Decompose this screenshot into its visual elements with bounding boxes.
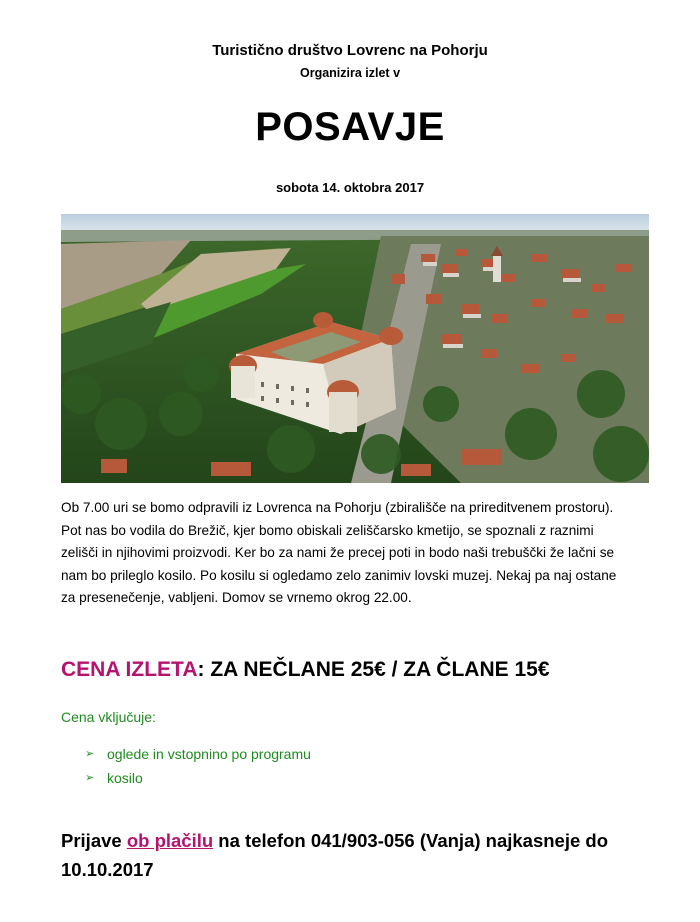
signup-deadline: 10.10.2017 (61, 859, 154, 880)
list-item (85, 742, 311, 766)
description-line: Ob 7.00 uri se bomo odpravili iz Lovrenca na Pohorju (zbirališče na prireditvenem prostoru). (61, 500, 614, 515)
description-line: nam bo prileglo kosilo. Po kosilu si ogledamo zelo zanimiv lovski muzej. Nekaj pa naj ostane (61, 567, 617, 583)
list-item (85, 766, 311, 790)
description-line: zelišči in njihovimi proizvodi. Ker bo za nami že precej poti in bodo naši trebuščki že lačni se (61, 545, 615, 560)
organizes-line: Organizira izlet v (299, 66, 401, 80)
includes-heading: Cena vključuje: (61, 709, 156, 725)
signup-info (61, 826, 661, 884)
aerial-photo-castle-town (61, 214, 649, 483)
organization-name: Turistično društvo Lovrenc na Pohorju (212, 42, 488, 59)
trip-price (61, 658, 550, 682)
price-text: ZA NEČLANE 25€ / ZA ČLANE 15€ (210, 658, 550, 681)
price-label: CENA IZLETA (61, 658, 198, 681)
list-item-text: kosilo (107, 770, 143, 786)
description-line: Pot nas bo vodila do Brežič, kjer bomo obiskali zeliščarsko kmetijo, se spoznali z raznimi (61, 522, 594, 538)
arrow-bullet-icon: ➢ (85, 772, 95, 784)
page-title: POSAVJE (255, 105, 445, 149)
list-item-text: oglede in vstopnino po programu (107, 746, 311, 762)
signup-prefix: Prijave (61, 830, 127, 851)
trip-description (61, 497, 651, 610)
trip-date: sobota 14. oktobra 2017 (275, 180, 425, 195)
description-line: za presenečenje, vabljeni. Domov se vrnemo okrog 22.00. (61, 590, 412, 605)
includes-list (85, 742, 311, 790)
signup-payment-link[interactable]: ob plačilu (126, 830, 214, 851)
arrow-bullet-icon: ➢ (85, 748, 95, 760)
signup-suffix: na telefon 041/903-056 (Vanja) najkasneje do (213, 830, 609, 851)
price-separator: : (197, 658, 211, 681)
